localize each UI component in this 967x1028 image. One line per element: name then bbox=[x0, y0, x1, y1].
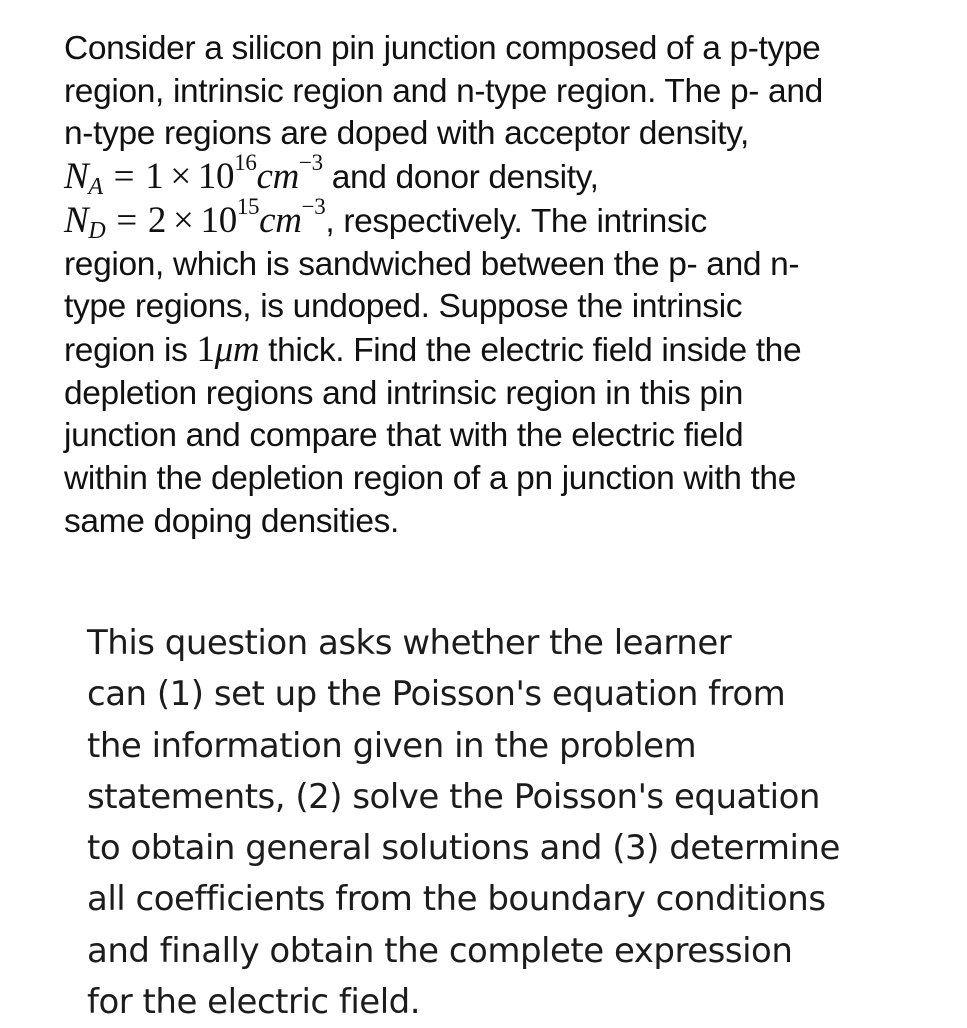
objective-line: can (1) set up the Poisson's equation from bbox=[87, 674, 786, 715]
question-line-donor: $N_D = 2 \times 10^{15}cm^{-3}$, respectively. The intrinsic bbox=[64, 193, 707, 244]
question-line-acceptor: $N_A = 1 \times 10^{16}cm^{-3}$ and donor density, bbox=[64, 150, 599, 201]
question-line: region, intrinsic region and n-type region. The p- and bbox=[64, 72, 823, 110]
objective-line: the information given in the problem bbox=[87, 725, 697, 766]
objective-line: statements, (2) solve the Poisson's equation bbox=[87, 776, 820, 817]
question-text bbox=[64, 28, 914, 543]
objective-line: and finally obtain the complete expression bbox=[87, 930, 793, 971]
question-line: within the depletion region of a pn junction with the bbox=[64, 460, 796, 498]
objective-line: for the electric field. bbox=[87, 982, 421, 1023]
objective-line: all coefficients from the boundary conditions bbox=[87, 879, 826, 920]
objective-line: This question asks whether the learner bbox=[87, 623, 732, 663]
acceptor-density-formula: $N_A = 1 \times 10^{16}cm^{-3}$ bbox=[64, 150, 323, 201]
question-line: depletion regions and intrinsic region in this pin bbox=[64, 374, 743, 412]
learning-objective-text bbox=[87, 618, 917, 1028]
objective-line: to obtain general solutions and (3) determine bbox=[87, 828, 840, 869]
question-line: Consider a silicon pin junction composed of a p-type bbox=[64, 30, 821, 67]
donor-density-formula: $N_D = 2 \times 10^{15}cm^{-3}$ bbox=[64, 193, 326, 244]
question-line: type regions, is undoped. Suppose the intrinsic bbox=[64, 288, 743, 326]
question-line: n-type regions are doped with acceptor density, bbox=[64, 115, 749, 153]
question-line: same doping densities. bbox=[64, 502, 399, 540]
question-line-thickness: region is 1μm thick. Find the electric field inside the bbox=[64, 328, 802, 370]
question-line: junction and compare that with the electric field bbox=[64, 417, 744, 455]
thickness-formula: 1μm bbox=[196, 328, 260, 370]
question-line: region, which is sandwiched between the p- and n- bbox=[64, 245, 800, 283]
